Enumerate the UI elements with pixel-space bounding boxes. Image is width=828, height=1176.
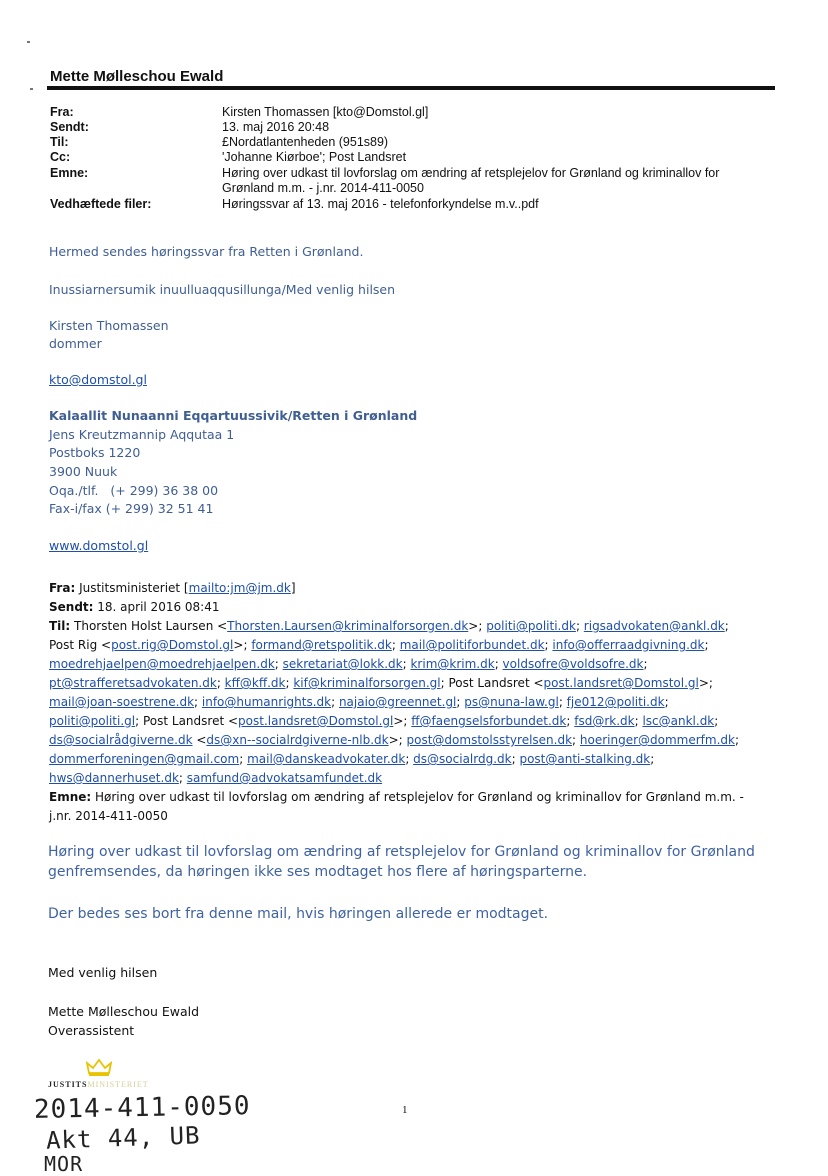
meta-subject-value-line2: Grønland m.m. - j.nr. 2014-411-0050 xyxy=(222,181,424,195)
recipient-link[interactable]: politi@politi.dk xyxy=(486,619,576,633)
recipient-link[interactable]: najaio@greennet.gl xyxy=(338,695,457,709)
meta-cc-value: 'Johanne Kiørboe'; Post Landsret xyxy=(222,150,407,164)
meta-attachment-file[interactable]: Høringssvar af 13. maj 2016 - telefonforkyndelse m.v..pdf xyxy=(222,197,539,211)
reply-sender-title: dommer xyxy=(49,336,102,351)
forward-from-line: Fra: Justitsministeriet [mailto:jm@jm.dk] xyxy=(49,581,296,595)
meta-subject-label: Emne: xyxy=(50,166,89,180)
recipient-link[interactable]: post.landsret@Domstol.gl xyxy=(543,676,699,690)
recipient-link[interactable]: kff@kff.dk xyxy=(224,676,286,690)
header-rule xyxy=(47,86,775,90)
forward-to-line: ds@socialrådgiverne.dk <ds@xn--socialrdgiverne-nlb.dk>; post@domstolsstyrelsen.dk; hoeringer@dommerfm.dk; xyxy=(49,733,740,747)
forward-from-mailto-link[interactable]: mailto:jm@jm.dk xyxy=(188,581,291,595)
meta-cc-label: Cc: xyxy=(50,150,71,164)
recipient-link[interactable]: voldsofre@voldsofre.dk xyxy=(502,657,644,671)
forward-header xyxy=(49,579,809,826)
reply-phone: Oqa./tlf. (+ 299) 36 38 00 xyxy=(49,483,219,498)
recipient-link[interactable]: ds@xn--socialrdgiverne-nlb.dk xyxy=(206,733,389,747)
recipient-link[interactable]: dommerforeningen@gmail.com xyxy=(49,752,240,766)
recipient-link[interactable]: mail@politiforbundet.dk xyxy=(399,638,545,652)
body-paragraph-1: Høring over udkast til lovforslag om ændring af retsplejelov for Grønland og kriminallov for Grønland genfremsendes, da høringen ikke ses modtaget hos flere af høringsparterne. xyxy=(48,844,755,880)
meta-sent-label: Sendt: xyxy=(50,120,89,134)
recipient-link[interactable]: moedrehjaelpen@moedrehjaelpen.dk xyxy=(49,657,275,671)
recipient-link[interactable]: ps@nuna-law.gl xyxy=(464,695,559,709)
recipient-link[interactable]: ff@faengselsforbundet.dk xyxy=(411,714,567,728)
forward-to-line: Til: Thorsten Holst Laursen <Thorsten.Laursen@kriminalforsorgen.dk>; politi@politi.dk; rigsadvokaten@ankl.dk; xyxy=(49,619,729,633)
mailbox-owner-name: Mette Mølleschou Ewald xyxy=(50,68,224,85)
reply-address-3: 3900 Nuuk xyxy=(49,464,118,479)
recipient-link[interactable]: mail@danskeadvokater.dk xyxy=(247,752,406,766)
meta-subject-value-line1: Høring over udkast til lovforslag om ændring af retsplejelov for Grønland og kriminallov for xyxy=(222,166,720,180)
reply-website-link[interactable]: www.domstol.gl xyxy=(49,538,149,553)
reply-address-2: Postboks 1220 xyxy=(49,445,141,460)
signature-title: Overassistent xyxy=(48,1023,135,1038)
recipient-link[interactable]: post.landsret@Domstol.gl xyxy=(238,714,394,728)
recipient-link[interactable]: mail@joan-soestrene.dk xyxy=(49,695,195,709)
recipient-link[interactable]: sekretariat@lokk.dk xyxy=(282,657,403,671)
scan-mark xyxy=(27,41,30,43)
forward-to-line: mail@joan-soestrene.dk; info@humanrights.dk; najaio@greennet.gl; ps@nuna-law.gl; fje012@politi.dk; xyxy=(49,695,669,709)
recipient-link[interactable]: lsc@ankl.dk xyxy=(642,714,715,728)
recipient-link[interactable]: rigsadvokaten@ankl.dk xyxy=(583,619,725,633)
recipient-link[interactable]: krim@krim.dk xyxy=(410,657,495,671)
reply-line-1: Hermed sendes høringssvar fra Retten i Grønland. xyxy=(49,244,364,259)
recipient-link[interactable]: kif@kriminalforsorgen.gl xyxy=(293,676,441,690)
handwritten-case-number: 2014-411-0050 xyxy=(33,1091,251,1125)
forward-sent-line: Sendt: 18. april 2016 08:41 xyxy=(49,600,220,614)
recipient-link[interactable]: ds@socialrådgiverne.dk xyxy=(49,733,193,747)
forward-to-line: Post Rig <post.rig@Domstol.gl>; formand@retspolitik.dk; mail@politiforbundet.dk; info@offerraadgivning.dk; xyxy=(49,638,709,652)
recipient-link[interactable]: fje012@politi.dk xyxy=(566,695,665,709)
reply-email-link[interactable]: kto@domstol.gl xyxy=(49,372,147,387)
recipient-link[interactable]: post@anti-stalking.dk xyxy=(519,752,651,766)
forward-subject-line-2: j.nr. 2014-411-0050 xyxy=(49,809,168,823)
recipient-link[interactable]: samfund@advokatsamfundet.dk xyxy=(186,771,383,785)
meta-to-label: Til: xyxy=(50,135,69,149)
handwritten-file-note: Akt 44, UB xyxy=(45,1121,201,1155)
recipient-link[interactable]: Thorsten.Laursen@kriminalforsorgen.dk xyxy=(227,619,469,633)
forward-to-line: dommerforeningen@gmail.com; mail@danskeadvokater.dk; ds@socialrdg.dk; post@anti-stalking.dk; xyxy=(49,752,655,766)
meta-from-label: Fra: xyxy=(50,105,74,119)
scan-mark xyxy=(30,88,33,90)
forward-to-line: pt@strafferetsadvokaten.dk; kff@kff.dk; kif@kriminalforsorgen.gl; Post Landsret <post.landsret@Domstol.gl>; xyxy=(49,676,713,690)
recipient-link[interactable]: info@offerraadgivning.dk xyxy=(552,638,705,652)
ministry-logo-text: JUSTITSMINISTERIET xyxy=(48,1080,149,1089)
recipient-link[interactable]: pt@strafferetsadvokaten.dk xyxy=(49,676,217,690)
reply-line-2: Inussiarnersumik inuulluaqqusillunga/Med venlig hilsen xyxy=(49,282,396,297)
meta-sent-value: 13. maj 2016 20:48 xyxy=(222,120,330,134)
recipient-link[interactable]: fsd@rk.dk xyxy=(574,714,635,728)
signature-greeting: Med venlig hilsen xyxy=(48,965,158,980)
meta-to-value: £Nordatlantenheden (951s89) xyxy=(222,135,389,149)
recipient-link[interactable]: post@domstolsstyrelsen.dk xyxy=(406,733,573,747)
forward-subject-line: Emne: Høring over udkast til lovforslag om ændring af retsplejelov for Grønland og kriminallov for Grønland m.m. - xyxy=(49,790,744,804)
forward-to-line: politi@politi.gl; Post Landsret <post.landsret@Domstol.gl>; ff@faengselsforbundet.dk; fsd@rk.dk; lsc@ankl.dk; xyxy=(49,714,719,728)
forward-to-line: hws@dannerhuset.dk; samfund@advokatsamfundet.dk xyxy=(49,771,383,785)
meta-from-value: Kirsten Thomassen [kto@Domstol.gl] xyxy=(222,105,429,119)
page-number: 1 xyxy=(402,1104,408,1116)
crown-icon xyxy=(86,1057,112,1082)
handwritten-initials: MOR xyxy=(44,1152,84,1176)
recipient-link[interactable]: politi@politi.gl xyxy=(49,714,136,728)
signature-name: Mette Mølleschou Ewald xyxy=(48,1004,200,1019)
meta-attachments-label: Vedhæftede filer: xyxy=(50,197,152,211)
forward-to-line: moedrehjaelpen@moedrehjaelpen.dk; sekretariat@lokk.dk; krim@krim.dk; voldsofre@voldsofre.dk; xyxy=(49,657,648,671)
recipient-link[interactable]: post.rig@Domstol.gl xyxy=(111,638,234,652)
recipient-link[interactable]: formand@retspolitik.dk xyxy=(251,638,392,652)
recipient-link[interactable]: hws@dannerhuset.dk xyxy=(49,771,179,785)
recipient-link[interactable]: ds@socialrdg.dk xyxy=(413,752,512,766)
reply-sender-name: Kirsten Thomassen xyxy=(49,318,169,333)
recipient-link[interactable]: hoeringer@dommerfm.dk xyxy=(579,733,735,747)
reply-organization: Kalaallit Nunaanni Eqqartuussivik/Retten i Grønland xyxy=(49,408,418,423)
reply-address-1: Jens Kreutzmannip Aqqutaa 1 xyxy=(49,427,235,442)
body-paragraph-2: Der bedes ses bort fra denne mail, hvis høringen allerede er modtaget. xyxy=(48,906,549,922)
reply-fax: Fax-i/fax (+ 299) 32 51 41 xyxy=(49,501,214,516)
recipient-link[interactable]: info@humanrights.dk xyxy=(201,695,332,709)
